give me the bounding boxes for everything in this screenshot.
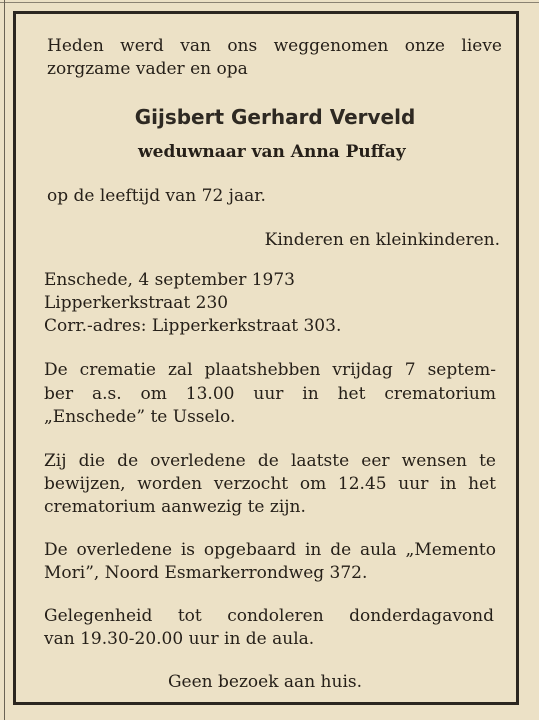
cremation-line-1: De crematie zal plaatshebben vrijdag 7 septem-: [44, 360, 496, 380]
intro-line-1: Heden werd van ons weggenomen onze lieve: [47, 36, 502, 56]
honor-line-3: crematorium aanwezig te zijn.: [44, 497, 306, 517]
closing-line: Geen bezoek aan huis.: [167, 672, 363, 692]
cremation-line-2: ber a.s. om 13.00 uur in het crematorium: [44, 384, 496, 404]
clipping-top-edge: [0, 2, 539, 3]
age-line: op de leeftijd van 72 jaar.: [47, 186, 266, 206]
honor-line-1: Zij die de overledene de laatste eer wensen te: [44, 451, 496, 471]
street-address: Lipperkerkstraat 230: [44, 293, 229, 313]
laid-out-line-2: Mori”, Noord Esmarkerrondweg 372.: [44, 563, 368, 583]
family-line: Kinderen en kleinkinderen.: [264, 230, 500, 250]
condolence-line-1: Gelegenheid tot condoleren donderdagavond: [44, 606, 494, 626]
correspondence-address: Corr.-adres: Lipperkerkstraat 303.: [44, 316, 342, 336]
intro-line-2: zorgzame vader en opa: [47, 59, 248, 79]
widower-line: weduwnaar van Anna Puffay: [138, 142, 406, 162]
honor-line-2: bewijzen, worden verzocht om 12.45 uur in het: [44, 474, 496, 494]
place-date: Enschede, 4 september 1973: [44, 270, 295, 290]
deceased-name: Gijsbert Gerhard Verveld: [134, 105, 416, 129]
clipping-left-edge: [4, 0, 5, 720]
cremation-line-3: „Enschede” te Usselo.: [44, 407, 236, 427]
condolence-line-2: van 19.30-20.00 uur in de aula.: [44, 629, 315, 649]
laid-out-line-1: De overledene is opgebaard in de aula „Memento: [44, 540, 496, 560]
